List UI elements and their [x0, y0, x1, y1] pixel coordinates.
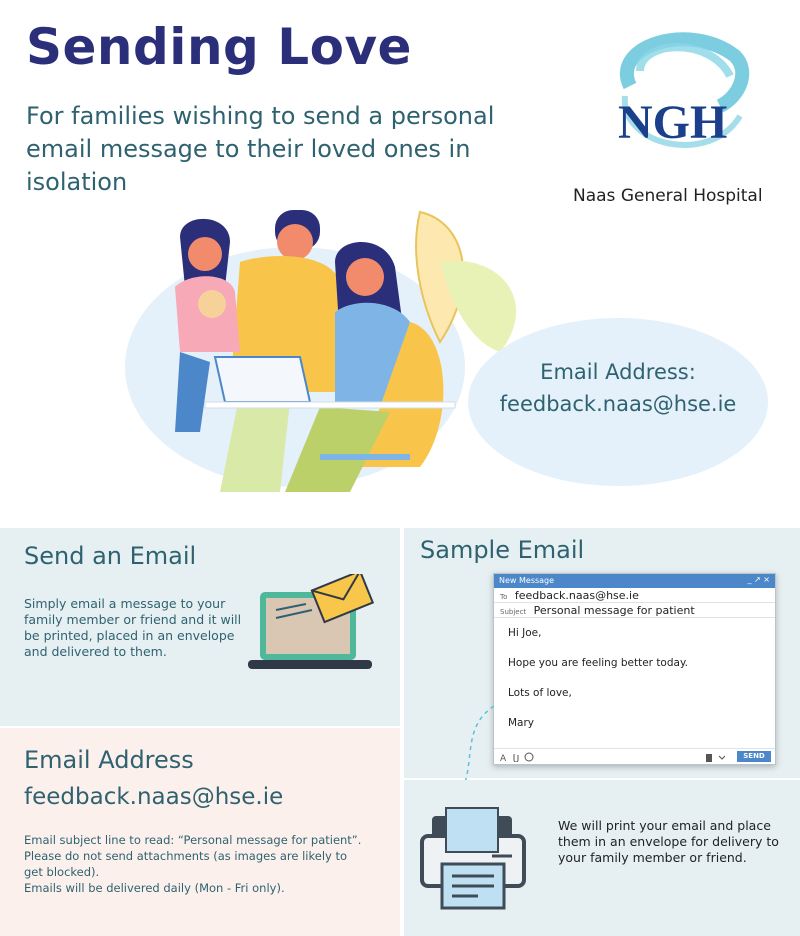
sample-email-window: [493, 573, 776, 765]
instruction-line: get blocked).: [24, 865, 100, 879]
sample-email-heading: Sample Email: [420, 536, 585, 564]
ngh-logo: [600, 26, 750, 176]
send-email-line: Simply email a message to your: [24, 596, 226, 611]
mail-subject-label: Subject: [500, 608, 527, 616]
bubble-email-address[interactable]: feedback.naas@hse.ie: [499, 392, 737, 416]
send-email-heading: Send an Email: [24, 542, 197, 570]
print-text-line: your family member or friend.: [558, 850, 747, 865]
page-title: Sending Love: [26, 18, 412, 76]
mail-subject-value[interactable]: Personal message for patient: [533, 604, 695, 617]
send-email-line: be printed, placed in an envelope: [24, 628, 235, 643]
mail-body-line: Lots of love,: [508, 687, 572, 699]
trash-icon[interactable]: [705, 752, 725, 762]
print-text-line: We will print your email and place: [558, 818, 771, 833]
logo-caption: Naas General Hospital: [573, 186, 763, 206]
laptop-envelope-icon: [246, 574, 376, 678]
logo-mark: NGH: [618, 96, 728, 149]
print-text: [558, 818, 779, 866]
print-text-line: them in an envelope for delivery to: [558, 834, 779, 849]
mail-body-line: Hi Joe,: [508, 627, 542, 639]
instruction-line: Emails will be delivered daily (Mon - Fri only).: [24, 881, 285, 895]
page-subtitle: For families wishing to send a personal email message to their loved ones in isolation: [26, 102, 495, 196]
dashed-connector: [444, 706, 504, 786]
mail-to-value[interactable]: feedback.naas@hse.ie: [514, 589, 639, 602]
bubble-email-label: Email Address:: [540, 360, 696, 384]
printer-icon: [418, 806, 528, 910]
instruction-line: Email subject line to read: “Personal message for patient”.: [24, 833, 362, 847]
instruction-line: Please do not send attachments (as images are likely to: [24, 849, 348, 863]
email-address-heading: Email Address: [24, 746, 194, 774]
email-address-value[interactable]: feedback.naas@hse.ie: [24, 784, 284, 810]
send-email-line: family member or friend and it will: [24, 612, 242, 627]
mail-toolbar: [494, 748, 775, 764]
sample-email-panel: [404, 528, 800, 778]
print-panel: [404, 780, 800, 936]
send-email-panel: [0, 528, 400, 726]
email-address-panel: [0, 728, 400, 936]
family-illustration: [120, 192, 540, 492]
mail-subject-row: [494, 603, 775, 618]
svg-text:A: A: [500, 754, 507, 762]
mail-body-line: Hope you are feeling better today.: [508, 657, 689, 669]
mail-body-line: Mary: [508, 717, 535, 729]
mail-title-bar: [494, 574, 775, 588]
mail-window-title: New Message: [499, 576, 555, 585]
send-email-line: and delivered to them.: [24, 644, 167, 659]
mail-format-icons[interactable]: [500, 752, 536, 762]
mail-to-label: To: [500, 593, 508, 601]
mail-window-controls[interactable]: _ ↗ ×: [747, 575, 770, 584]
email-address-instructions: [24, 832, 361, 896]
send-email-text: [24, 596, 241, 660]
send-button[interactable]: SEND: [737, 751, 771, 762]
mail-to-row: [494, 588, 775, 603]
